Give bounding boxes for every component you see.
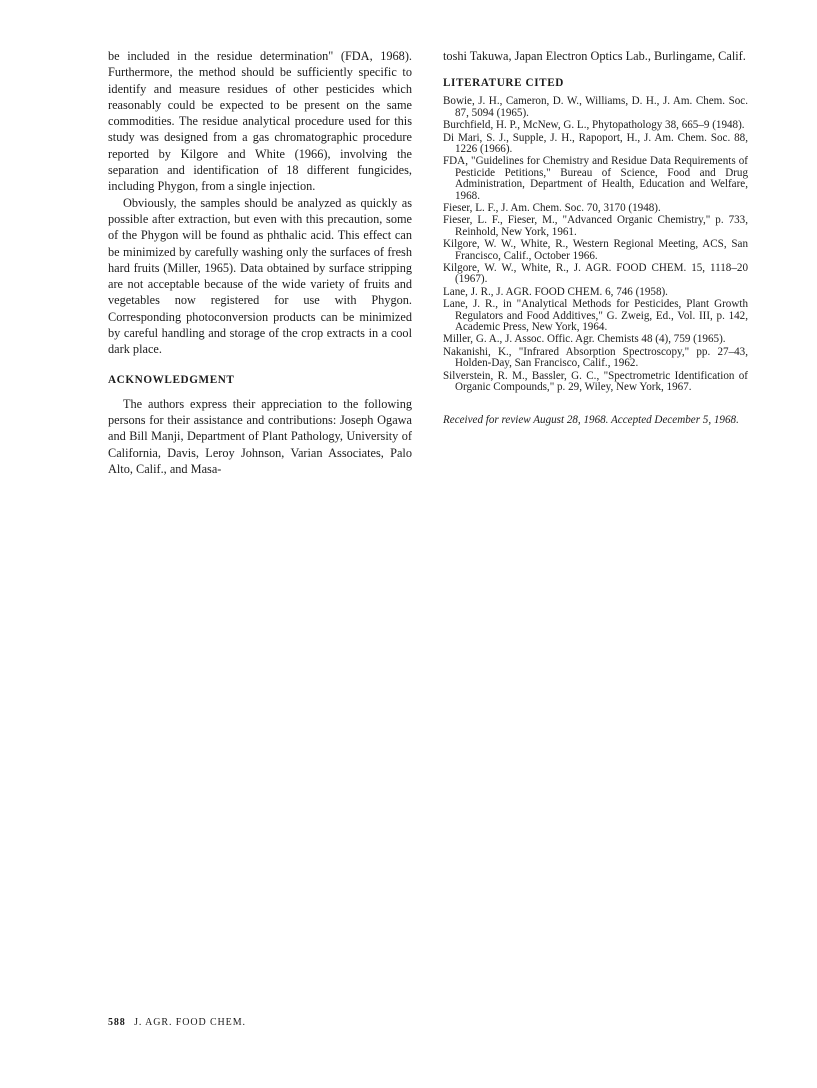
reference-item: Nakanishi, K., "Infrared Absorption Spectroscopy," pp. 27–43, Holden-Day, San Francisco, Calif., 1962. (443, 345, 748, 370)
reference-item: Burchfield, H. P., McNew, G. L., Phytopathology 38, 665–9 (1948). (443, 119, 745, 132)
reference-item: Di Mari, S. J., Supple, J. H., Rapoport, H., J. Am. Chem. Soc. 88, 1226 (1966). (443, 131, 748, 155)
reference-item: Kilgore, W. W., White, R., J. AGR. FOOD CHEM. 15, 1118–20 (1967). (443, 261, 748, 286)
left-column (108, 48, 412, 477)
right-column (443, 48, 748, 438)
body-paragraph-2: Obviously, the samples should be analyzed as quickly as possible after extraction, but even with this precaution, some of the Phygon will be found as phthalic acid. This effect can be minimized by carefully washing only the surfaces of fresh hard fruits (Miller, 1965). Data obtained by surface stripping are not acceptable because of the wide variety of fruits and vegetables now registered for use with Phygon. Corresponding photoconversion products can be minimized by careful handling and storage of the crop extracts in a cool dark place. (108, 195, 412, 357)
reference-item: Silverstein, R. M., Bassler, G. C., "Spectrometric Identification of Organic Compounds," p. 29, Wiley, New York, 1967. (443, 369, 748, 394)
acknowledgment-paragraph: The authors express their appreciation to the following persons for their assistance and contributions: Joseph Ogawa and Bill Manji, Department of Plant Pathology, University of California, Davis, Leroy Johnson, Varian Associates, Palo Alto, Calif., and Masa- (108, 396, 412, 476)
reference-list (443, 96, 748, 393)
body-paragraph-1: be included in the residue determination" (FDA, 1968). Furthermore, the method should be sufficiently specific to identify and measure residues of other pesticides which reasonably could be expected to be present on the same commodities. The residue analytical procedure used for this study was designed from a gas chromatographic procedure reported by Kilgore and White (1966), involving the separation and identification of 18 different fungicides, including Phygon, from a single injection. (108, 49, 412, 194)
reference-item: Bowie, J. H., Cameron, D. W., Williams, D. H., J. Am. Chem. Soc. 87, 5094 (1965). (443, 95, 748, 119)
literature-cited-heading: LITERATURE CITED (443, 77, 564, 90)
acknowledgment-continued: toshi Takuwa, Japan Electron Optics Lab., Burlingame, Calif. (443, 49, 746, 63)
reference-item: FDA, "Guidelines for Chemistry and Residue Data Requirements of Pesticide Petitions," Bureau of Science, Food and Drug Administration, Department of Health, Education and Welfare, 1968. (443, 155, 748, 202)
reference-item: Lane, J. R., J. AGR. FOOD CHEM. 6, 746 (1958). (443, 285, 668, 298)
reference-item: Fieser, L. F., J. Am. Chem. Soc. 70, 3170 (1948). (443, 201, 661, 214)
reference-item: Fieser, L. F., Fieser, M., "Advanced Organic Chemistry," p. 733, Reinhold, New York, 1961. (443, 214, 748, 238)
received-note: Received for review August 28, 1968. Accepted December 5, 1968. (443, 414, 739, 427)
reference-item: Kilgore, W. W., White, R., Western Regional Meeting, ACS, San Francisco, Calif., October 1966. (443, 238, 748, 262)
page-footer (108, 1017, 246, 1028)
reference-item: Lane, J. R., in "Analytical Methods for Pesticides, Plant Growth Regulators and Food Additives," G. Zweig, Ed., Vol. III, p. 142, Academic Press, New York, 1964. (443, 298, 748, 334)
page-number: 588 (108, 1017, 126, 1028)
reference-item: Miller, G. A., J. Assoc. Offic. Agr. Chemists 48 (4), 759 (1965). (443, 333, 726, 346)
acknowledgment-heading: ACKNOWLEDGMENT (108, 373, 235, 386)
journal-name: J. AGR. FOOD CHEM. (134, 1017, 246, 1028)
